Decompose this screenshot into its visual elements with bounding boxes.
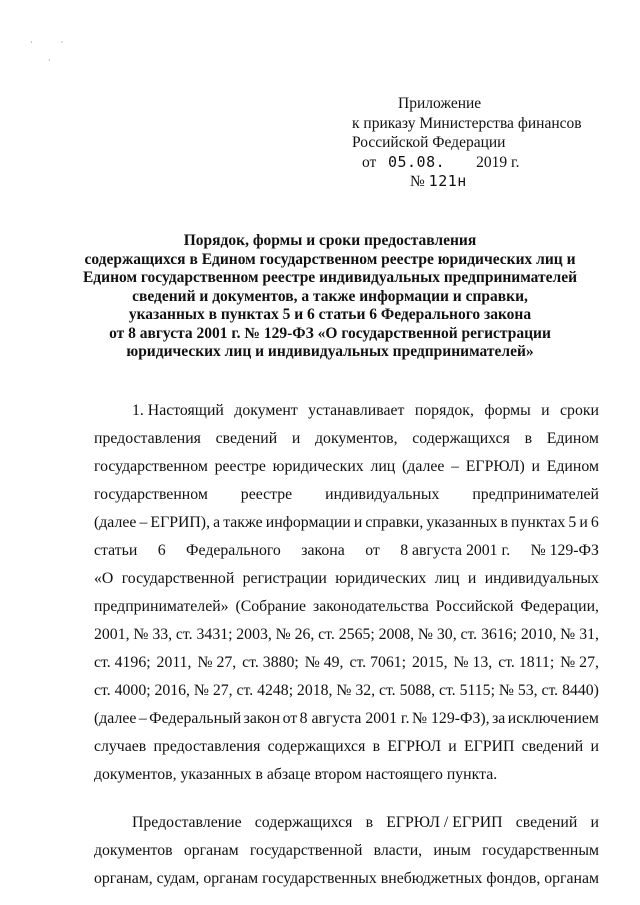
word: исключением xyxy=(507,710,599,727)
word: и xyxy=(467,570,477,587)
word: государственном xyxy=(94,486,208,503)
word: и xyxy=(579,514,588,531)
text-line xyxy=(94,705,599,733)
word: государственным xyxy=(482,842,599,859)
word: государственной xyxy=(121,570,235,587)
word: 8 августа 2001 г. xyxy=(400,542,511,559)
word: 2008, xyxy=(378,626,415,643)
word: № 13, xyxy=(453,654,493,671)
word: ст. 4248; xyxy=(236,682,294,699)
word: и xyxy=(590,814,599,831)
text-line xyxy=(94,733,599,761)
word: сроки xyxy=(560,402,599,419)
date-prefix: от xyxy=(362,153,377,171)
word: 2010, xyxy=(520,626,557,643)
word: власти, xyxy=(373,842,423,859)
text-line xyxy=(94,593,599,621)
word: органам xyxy=(183,842,239,859)
word: случаев xyxy=(94,738,147,755)
word: ст. 2565; xyxy=(318,626,375,643)
appendix-heading: Приложение xyxy=(398,95,482,112)
word: – xyxy=(451,458,460,475)
text-line xyxy=(94,565,599,593)
appendix-order-ref: к приказу Министерства финансов xyxy=(352,114,582,132)
text-line xyxy=(94,761,599,789)
word: ЕГРИП xyxy=(464,738,515,755)
paragraph-1 xyxy=(94,397,599,789)
word: индивидуальных xyxy=(325,486,440,503)
word: 5 xyxy=(568,514,577,531)
word: предоставления xyxy=(153,738,261,755)
word: документов xyxy=(94,842,173,859)
title-line: содержащихся в Едином государственном реестре юридических лиц и xyxy=(84,250,576,268)
word: ст. 4000; xyxy=(94,682,151,699)
word: сведений xyxy=(521,738,584,755)
word: ст. 7061; xyxy=(349,654,407,671)
word: судам, xyxy=(156,870,200,887)
word: ст. 3880; xyxy=(242,654,299,671)
text-line xyxy=(94,649,599,677)
word: 2001, xyxy=(94,626,130,643)
word: 1. Настоящий xyxy=(132,402,224,419)
word: в xyxy=(372,738,381,755)
word: и xyxy=(353,514,363,531)
word: государственном xyxy=(94,458,208,475)
title-line: указанных в пунктах 5 и 6 статьи 6 Федерального закона xyxy=(128,306,532,323)
word: устанавливает xyxy=(308,402,405,419)
word: юридических xyxy=(272,458,364,475)
word: иным xyxy=(433,842,471,859)
word: ст. 1811; xyxy=(498,654,555,671)
word: (далее xyxy=(402,458,445,475)
word: ст. 5088, xyxy=(378,682,436,699)
word: – xyxy=(139,514,148,531)
word: Едином xyxy=(546,458,599,475)
word: 8 августа 2001 г. xyxy=(299,710,410,727)
word: № 27, xyxy=(197,654,237,671)
paragraph-2 xyxy=(94,809,599,893)
word: лиц xyxy=(370,458,396,475)
word: предпринимателей» xyxy=(94,598,229,615)
word: сведений xyxy=(515,814,578,831)
word: предоставления xyxy=(94,430,201,447)
word: внебюджетных xyxy=(380,870,483,887)
text-line xyxy=(94,425,599,453)
word: за xyxy=(492,710,506,727)
word: № 27, xyxy=(560,654,599,671)
appendix-number-row xyxy=(352,172,582,192)
number-handwritten: 121н xyxy=(428,172,467,190)
word: юридических xyxy=(335,570,427,587)
text-line xyxy=(94,537,599,565)
word: (далее xyxy=(94,710,137,727)
word: регистрации xyxy=(242,570,327,587)
word: государственных xyxy=(262,870,377,887)
title-line: юридических лиц и индивидуальных предпринимателей» xyxy=(126,343,534,360)
word: от xyxy=(365,542,380,559)
word: № 129-ФЗ), xyxy=(412,710,490,727)
word: № 129-ФЗ xyxy=(530,542,599,559)
scan-specks: · · · xyxy=(30,38,64,65)
word: документов, xyxy=(315,430,398,447)
word: Едином xyxy=(546,430,599,447)
word: фондов, xyxy=(486,870,541,887)
text-line xyxy=(94,397,599,425)
text-line xyxy=(94,453,599,481)
word: содержащихся xyxy=(412,430,510,447)
word: ЕГРЮЛ) xyxy=(465,458,525,475)
title-line: от 8 августа 2001 г. № 129-ФЗ «О государственной регистрации xyxy=(109,324,551,342)
word: закона xyxy=(301,542,345,559)
word: Российской xyxy=(435,598,514,615)
word: ЕГРЮЛ / ЕГРИП xyxy=(386,814,503,831)
word: Федерального xyxy=(186,542,281,559)
word: формы xyxy=(484,402,531,419)
word: предпринимателей xyxy=(472,486,599,503)
word: Федерации, xyxy=(520,598,599,615)
word: Федеральный xyxy=(149,710,242,727)
word: № 30, xyxy=(417,626,457,643)
word: 2018, xyxy=(296,682,333,699)
word: ЕГРИП), xyxy=(150,514,211,531)
word: статьи xyxy=(94,542,138,559)
word: реестре xyxy=(214,458,266,475)
word: и xyxy=(531,458,540,475)
appendix-ministry: Российской Федерации xyxy=(352,134,506,151)
word: документ xyxy=(234,402,298,419)
text-line xyxy=(94,481,599,509)
appendix-block xyxy=(352,94,582,192)
word: 6 xyxy=(590,514,599,531)
word: 2011, xyxy=(156,654,192,671)
word: реестре xyxy=(240,486,293,503)
word: и xyxy=(448,738,457,755)
word: (далее xyxy=(94,514,137,531)
word: № 26, xyxy=(275,626,315,643)
word: ст. 5115; xyxy=(438,682,495,699)
number-prefix: № xyxy=(410,173,425,190)
word: 2015, xyxy=(411,654,448,671)
title-line: сведений и документов, а также информации и справки, xyxy=(132,287,528,305)
paragraph-gap xyxy=(94,789,599,809)
title-line: Порядок, формы и сроки предоставления xyxy=(183,232,477,249)
word: и xyxy=(590,738,599,755)
word: 2003, xyxy=(236,626,272,643)
word: «О xyxy=(94,570,114,587)
word: в xyxy=(500,514,508,531)
word: № 33, xyxy=(133,626,173,643)
word: № 32, xyxy=(336,682,376,699)
word: № 31, xyxy=(560,626,599,643)
body-text xyxy=(94,397,599,893)
word: ЕГРЮЛ xyxy=(387,738,442,755)
word: указанных xyxy=(426,514,498,531)
text-line xyxy=(94,621,599,649)
word: закон xyxy=(243,710,281,727)
word: 6 xyxy=(157,542,166,559)
word: № 53, xyxy=(498,682,538,699)
date-year: 2019 г. xyxy=(476,153,520,171)
word: ст. 8440) xyxy=(541,682,599,699)
word: органам xyxy=(203,870,259,887)
word: содержащихся xyxy=(267,738,366,755)
word: органам xyxy=(544,870,599,887)
word: документов, указанных в абзаце втором настоящего пункта. xyxy=(94,766,498,783)
word: 2016, xyxy=(154,682,190,699)
word: – xyxy=(138,710,147,727)
word: в xyxy=(524,430,533,447)
word: также xyxy=(223,514,263,531)
text-line xyxy=(94,677,599,705)
word: ст. 4196; xyxy=(94,654,151,671)
text-line xyxy=(94,509,599,537)
word: сведений xyxy=(215,430,278,447)
word: лиц xyxy=(434,570,460,587)
word: порядок, xyxy=(414,402,474,419)
appendix-date-row xyxy=(352,153,582,173)
word: и xyxy=(541,402,550,419)
word: законодательства xyxy=(312,598,429,615)
word: ст. 3431; xyxy=(175,626,233,643)
word: содержащихся xyxy=(254,814,353,831)
text-line xyxy=(94,837,599,865)
word: индивидуальных xyxy=(484,570,599,587)
word: ст. 3616; xyxy=(460,626,518,643)
word: и xyxy=(291,430,301,447)
word: справки, xyxy=(365,514,424,531)
word: пунктах xyxy=(511,514,566,531)
word: а xyxy=(213,514,221,531)
text-line xyxy=(94,809,599,837)
word: № 49, xyxy=(304,654,344,671)
text-line xyxy=(94,865,599,893)
word: Предоставление xyxy=(132,814,242,831)
word: в xyxy=(365,814,374,831)
word: информации xyxy=(265,514,351,531)
title-line: Едином государственном реестре индивидуальных предпринимателей xyxy=(82,269,578,286)
word: государственной xyxy=(249,842,363,859)
word: от xyxy=(282,710,298,727)
word: № 27, xyxy=(193,682,233,699)
word: органам, xyxy=(94,870,153,887)
document-title xyxy=(80,232,580,362)
word: (Собрание xyxy=(235,598,307,615)
date-handwritten: 05.08. xyxy=(387,152,446,171)
